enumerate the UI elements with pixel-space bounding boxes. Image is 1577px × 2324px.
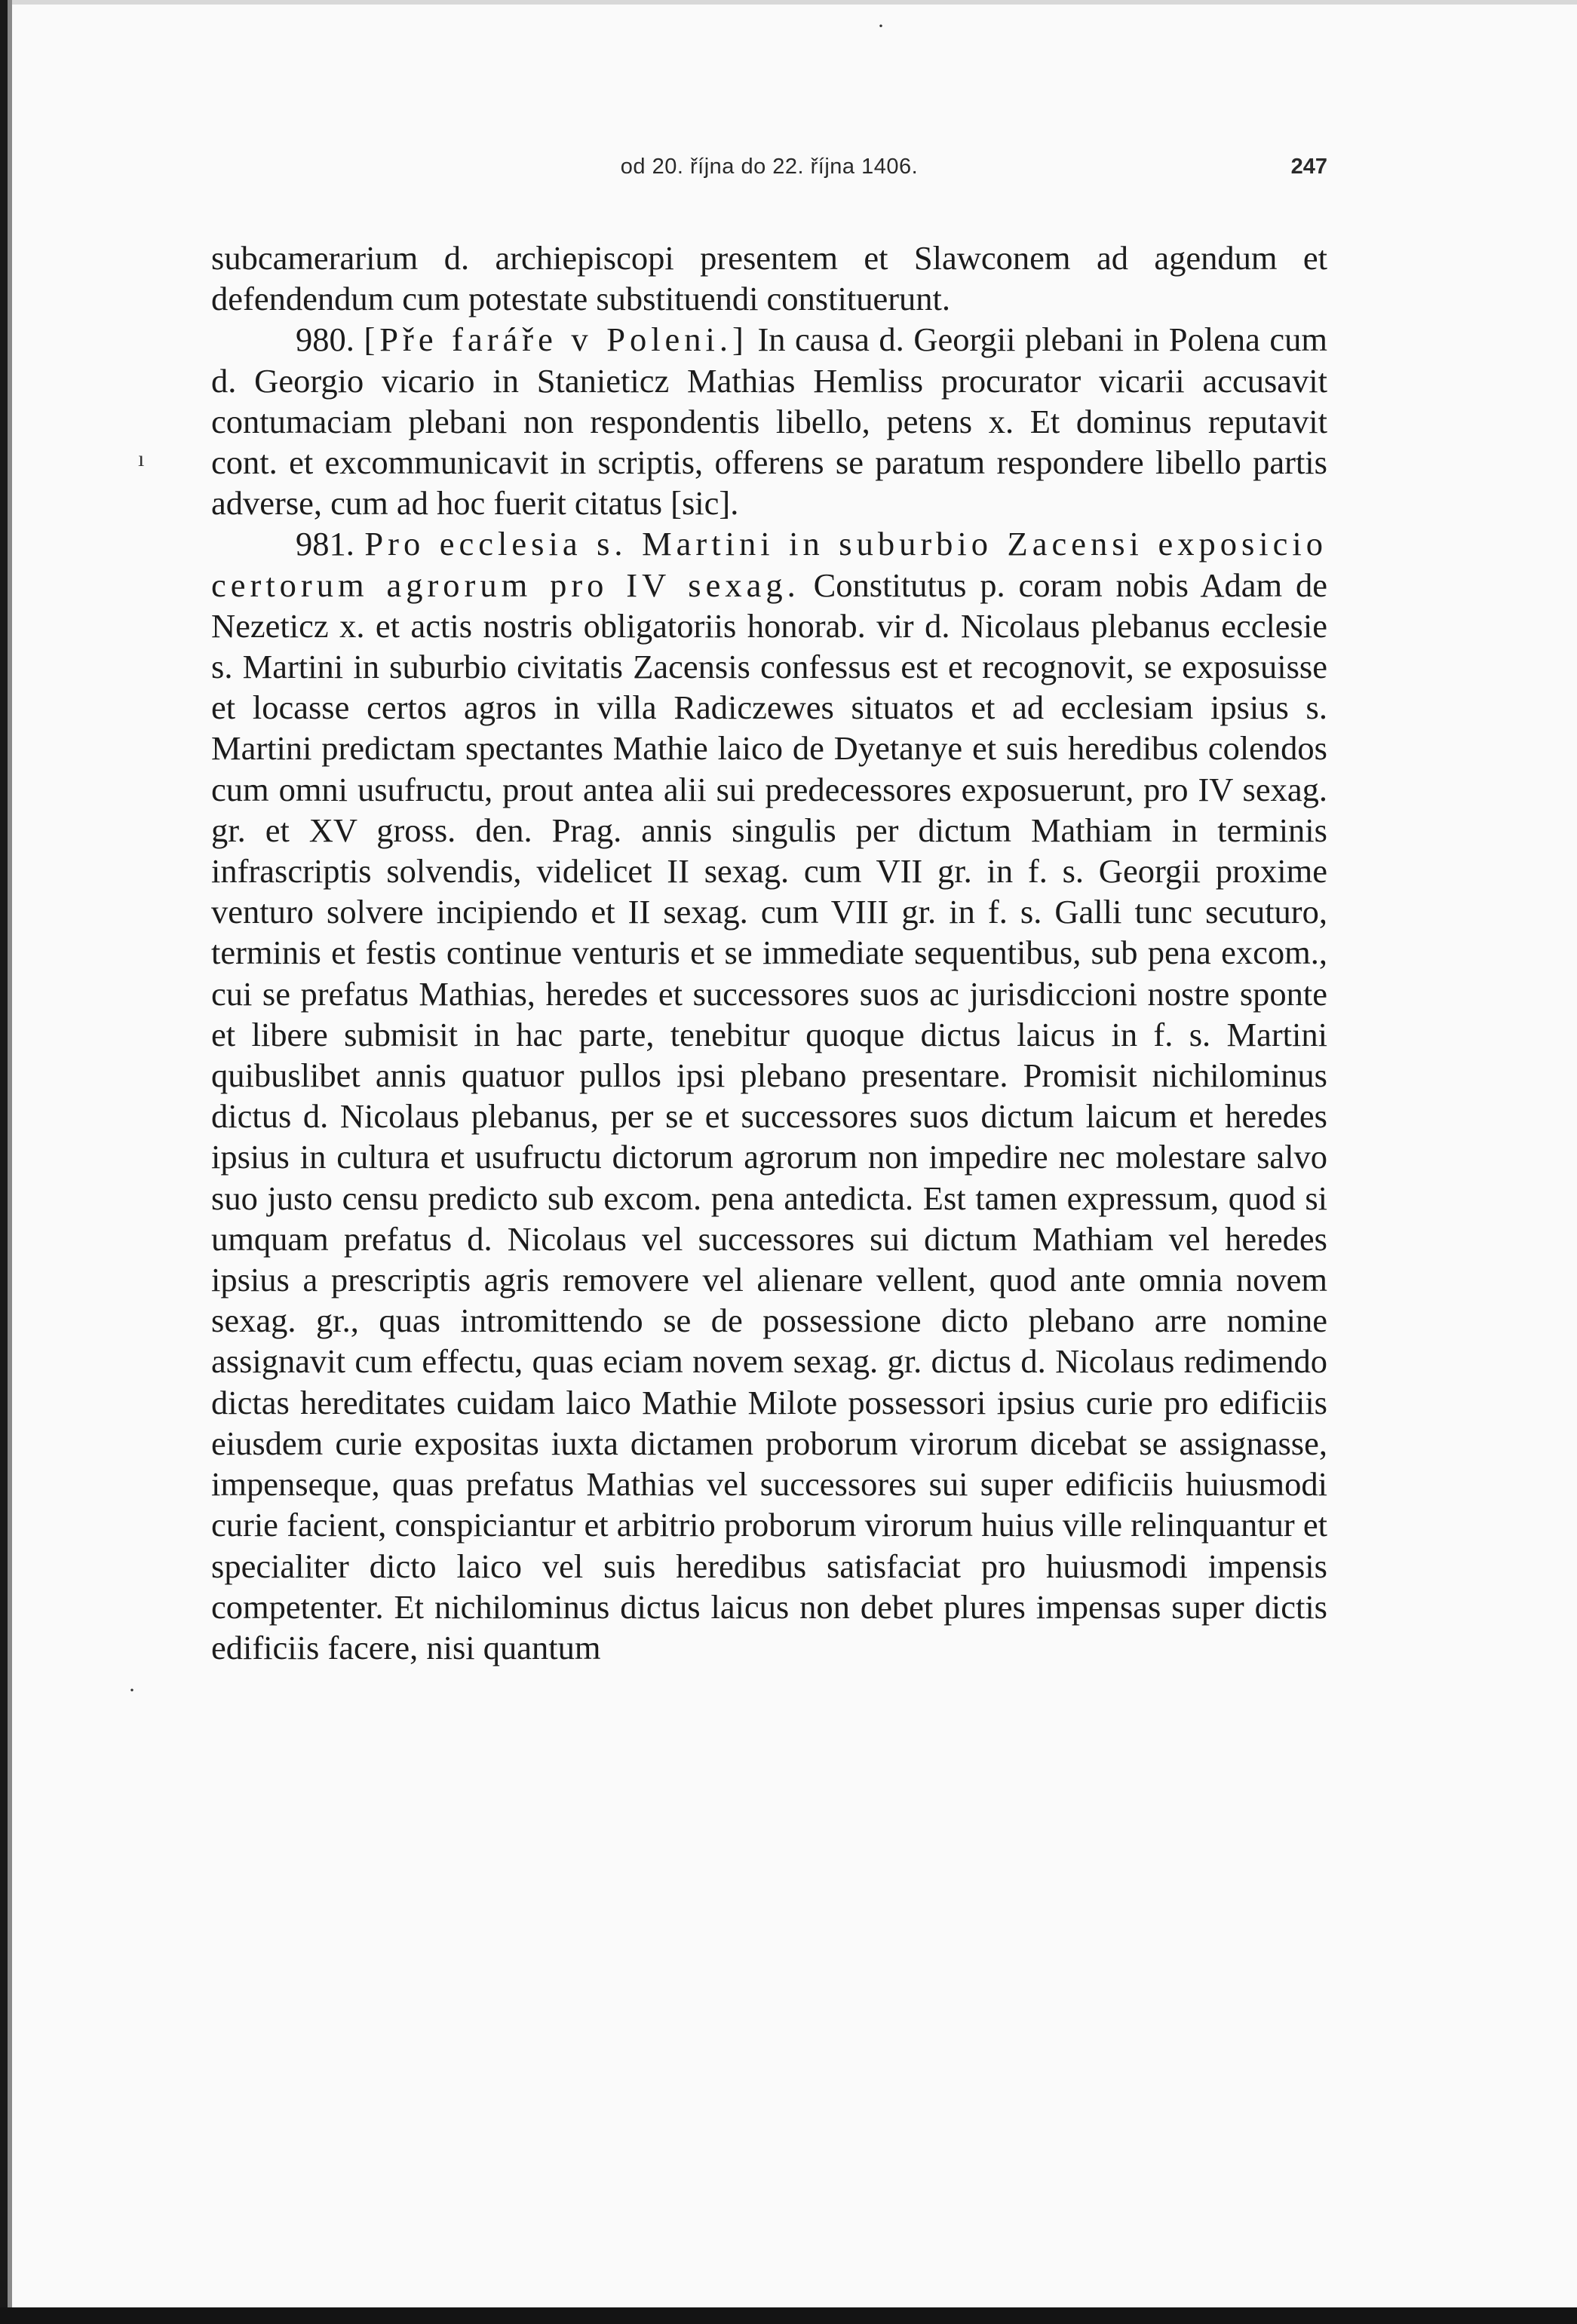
continued-paragraph: subcamerarium d. archiepiscopi presentem et Slawconem ad agendum et defendendum cum potestate substituendi constituerunt. xyxy=(211,239,1327,318)
entry-number: 980. xyxy=(296,320,354,359)
scan-bottom-edge xyxy=(0,2307,1577,2324)
margin-mark: ı xyxy=(138,446,145,471)
scan-left-shadow xyxy=(8,0,12,2324)
entry-title: Pro ecclesia s. Martini in suburbio Zacensi exposicio certorum agrorum pro IV sexag. xyxy=(211,525,1327,604)
entry-text: In causa d. Georgii plebani in Polena cum d. Georgio vicario in Stanieticz Mathias Hemliss procurator vicarii accusavit contumaciam plebani non respondentis libello, petens x. Et dominus reputavit cont. et excommunicavit in scriptis, offerens se paratum respondere libello partis adverse, cum ad hoc fuerit citatus [sic]. xyxy=(211,320,1328,523)
body-text xyxy=(211,238,1327,1668)
entry-text: Constitutus p. coram nobis Adam de Nezeticz x. et actis nostris obligatoriis honorab. vir d. Nicolaus plebanus ecclesie s. Martini in suburbio civitatis Zacensis confessus est et recognovit, se exposuisse et locasse certos agros in villa Radiczewes situatos et ad ecclesiam ipsius s. Martini predictam spectantes Mathie laico de Dyetanye et suis heredibus colendos cum omni usufructu, prout antea alii sui predecessores exposuerunt, pro IV sexag. gr. et XV gross. den. Prag. annis singulis per dictum Mathiam in terminis infrascriptis solvendis, videlicet II sexag. cum VII gr. in f. s. Georgii proxime venturo solvere incipiendo et II sexag. cum VIII gr. in f. s. Galli tunc secuturo, terminis et festis continue venturis et se immediate sequentibus, sub pena excom., cui se prefatus Mathias, heredes et successores suos ac jurisdiccioni nostre sponte et libere submisit in hac parte, tenebitur quoque dictus laicus in f. s. Martini quibuslibet annis quatuor pullos ipsi plebano presentare. Promisit nichilominus dictus d. Nicolaus plebanus, per se et successores suos dictum laicum et heredes ipsius in cultura et usufructu dictorum agrorum non impedire nec molestare salvo suo justo censu predicto sub excom. pena antedicta. Est tamen expressum, quod si umquam prefatus d. Nicolaus vel successores sui dictum Mathiam vel heredes ipsius a prescriptis agris removere vel alienare vellent, quod ante omnia novem sexag. gr., quas intromittendo se de possessione dicto plebano arre nomine assignavit cum effectu, quas eciam novem sexag. gr. dictus d. Nicolaus redimendo dictas hereditates cuidam laico Mathie Milote possessori ipsius curie pro edificiis eiusdem curie expositas iuxta dictamen proborum virorum dicebat se assignasse, impenseque, quas prefatus Mathias vel successores sui super edificiis huiusmodi curie facient, conspiciantur et arbitrio proborum virorum huius ville relinquantur et specialiter dicto laico vel suis heredibus satisfaciat pro huiusmodi impensis competenter. Et nichilominus dictus laicus non debet plures impensas super dictis edificiis facere, nisi quantum xyxy=(211,566,1328,1666)
entry-981 xyxy=(211,523,1327,1668)
running-title: od 20. října do 22. října 1406. xyxy=(620,155,919,179)
scan-top-edge xyxy=(0,0,1577,5)
entry-number: 981. xyxy=(296,525,354,563)
scan-left-edge xyxy=(0,0,8,2324)
running-head xyxy=(211,155,1327,192)
entry-980 xyxy=(211,319,1327,523)
page-number: 247 xyxy=(1290,155,1327,179)
scan-speck: · xyxy=(877,14,885,38)
margin-dot: · xyxy=(128,1678,136,1703)
entry-title: [Pře faráře v Poleni.] xyxy=(364,320,748,359)
